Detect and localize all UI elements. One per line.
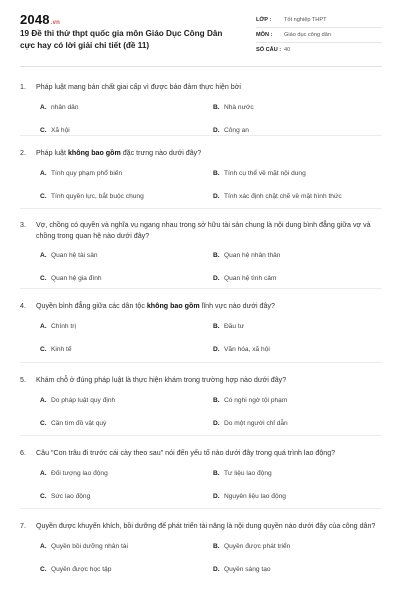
answer-options xyxy=(40,397,382,437)
answer-option[interactable] xyxy=(40,170,122,177)
answer-option[interactable] xyxy=(40,323,76,330)
question-prompt-text: Vợ, chồng có quyền và nghĩa vụ ngang nhau trong sở hữu tài sản chung là nội dung bình đẳng giữa vợ và chồng trong quan hệ nào dưới đây? xyxy=(36,221,371,240)
answer-option[interactable] xyxy=(213,543,290,550)
question-item xyxy=(20,301,382,363)
info-value: Tốt nghiệp THPT xyxy=(284,17,327,23)
question-prompt-text: Pháp luật mang bản chất giai cấp vì được bảo đảm thực hiện bởi xyxy=(36,83,241,91)
option-text: Tính xác định chặt chẽ về mặt hình thức xyxy=(224,192,342,200)
option-letter: B. xyxy=(213,396,220,404)
option-text: Quan hệ tài sản xyxy=(51,252,98,259)
option-letter: A. xyxy=(40,469,47,477)
question-text xyxy=(20,448,382,459)
answer-option[interactable] xyxy=(213,127,249,134)
answer-option[interactable] xyxy=(213,470,272,477)
option-letter: D. xyxy=(213,275,220,282)
question-divider xyxy=(20,135,382,136)
question-prompt xyxy=(36,448,382,459)
answer-option[interactable] xyxy=(40,346,72,353)
option-letter: D. xyxy=(213,345,220,353)
info-label: LỚP : xyxy=(256,17,272,23)
option-letter: C. xyxy=(40,345,47,353)
info-value: 40 xyxy=(284,47,291,53)
option-text: nhân dân xyxy=(51,103,79,111)
info-row-subject xyxy=(256,28,382,43)
question-number: 7. xyxy=(20,522,26,530)
option-letter: C. xyxy=(40,419,47,427)
option-letter: C. xyxy=(40,126,47,134)
answer-option[interactable] xyxy=(213,420,288,427)
option-letter: B. xyxy=(213,542,220,550)
answer-option[interactable] xyxy=(213,323,244,330)
option-text: Kinh tế xyxy=(51,345,72,353)
question-item xyxy=(20,448,382,510)
answer-option[interactable] xyxy=(213,170,306,177)
answer-option[interactable] xyxy=(213,397,287,404)
question-text xyxy=(20,375,382,386)
option-letter: B. xyxy=(213,103,220,111)
question-prompt-text: đặc trưng nào dưới đây? xyxy=(120,149,202,157)
logo-text: 2048 xyxy=(20,12,50,27)
question-divider xyxy=(20,208,382,209)
question-divider xyxy=(20,508,382,509)
option-letter: D. xyxy=(213,192,220,200)
header xyxy=(0,0,400,64)
option-text: Nguyên liệu lao động xyxy=(224,492,286,500)
question-prompt xyxy=(36,521,382,532)
option-text: Quan hệ tình cảm xyxy=(224,275,277,282)
question-emphasis: không bao gồm xyxy=(67,149,121,157)
option-letter: D. xyxy=(213,492,220,500)
option-text: Đối tượng lao động xyxy=(51,469,108,477)
answer-option[interactable] xyxy=(40,566,111,573)
answer-option[interactable] xyxy=(213,252,280,259)
option-letter: B. xyxy=(213,252,220,259)
question-item xyxy=(20,148,382,210)
answer-option[interactable] xyxy=(40,252,98,259)
question-prompt xyxy=(36,82,382,93)
answer-option[interactable] xyxy=(213,493,286,500)
exam-title: 19 Đề thi thử thpt quốc gia môn Giáo Dục Công Dân cực hay có lời giải chi tiết (đề 11) xyxy=(20,29,223,50)
site-logo[interactable] xyxy=(20,12,60,27)
answer-option[interactable] xyxy=(40,127,70,134)
header-divider xyxy=(20,66,382,67)
option-letter: B. xyxy=(213,169,220,177)
option-letter: A. xyxy=(40,322,47,330)
option-letter: B. xyxy=(213,322,220,330)
info-value: Giáo dục công dân xyxy=(284,32,331,38)
question-divider xyxy=(20,362,382,363)
option-text: Tính cụ thể về mặt nội dung xyxy=(224,169,306,177)
question-emphasis: không bao gồm xyxy=(146,302,200,310)
info-row-question-count xyxy=(256,43,382,57)
answer-option[interactable] xyxy=(40,397,115,404)
question-number: 5. xyxy=(20,376,26,384)
option-text: Cần tìm đồ vật quý xyxy=(51,419,107,427)
option-text: Quan hệ nhân thân xyxy=(224,252,281,259)
option-text: Đầu tư xyxy=(224,322,245,330)
answer-option[interactable] xyxy=(40,193,144,200)
answer-option[interactable] xyxy=(40,543,128,550)
answer-option[interactable] xyxy=(40,420,106,427)
info-row-grade xyxy=(256,13,382,28)
question-item xyxy=(20,220,382,292)
option-letter: A. xyxy=(40,396,47,404)
question-text xyxy=(20,82,382,93)
option-letter: A. xyxy=(40,542,47,550)
question-prompt-text: Quyền bình đẳng giữa các dân tộc xyxy=(36,302,147,310)
option-letter: A. xyxy=(40,169,47,177)
option-text: Sức lao động xyxy=(51,492,91,500)
question-text xyxy=(20,220,382,241)
question-prompt-text: Khám chỗ ở đúng pháp luật là thực hiện khám trong trường hợp nào dưới đây? xyxy=(36,376,287,384)
option-text: Nhà nước xyxy=(224,103,254,111)
logo-domain: .vn xyxy=(50,20,61,26)
question-number: 4. xyxy=(20,302,26,310)
answer-option[interactable] xyxy=(40,104,79,111)
question-text xyxy=(20,521,382,532)
option-letter: C. xyxy=(40,275,47,282)
option-letter: B. xyxy=(213,469,220,477)
option-text: Có nghi ngờ tội phạm xyxy=(224,396,288,404)
exam-info-box xyxy=(256,13,382,57)
answer-option[interactable] xyxy=(213,104,254,111)
question-number: 2. xyxy=(20,149,26,157)
option-text: Tính quy phạm phổ biến xyxy=(51,169,123,177)
option-letter: A. xyxy=(40,252,47,259)
option-letter: D. xyxy=(213,419,220,427)
option-text: Tư liệu lao động xyxy=(224,469,272,477)
option-letter: D. xyxy=(213,126,220,134)
question-text xyxy=(20,301,382,312)
question-item xyxy=(20,375,382,437)
answer-options xyxy=(40,252,382,292)
answer-option[interactable] xyxy=(213,566,271,573)
answer-options xyxy=(40,323,382,363)
answer-option[interactable] xyxy=(40,470,108,477)
option-letter: A. xyxy=(40,103,47,111)
question-text xyxy=(20,148,382,159)
option-text: Tính quyền lực, bắt buộc chung xyxy=(51,192,144,200)
question-divider xyxy=(20,435,382,436)
option-letter: C. xyxy=(40,492,47,500)
answer-option[interactable] xyxy=(40,275,102,282)
option-text: Quyền được học tập xyxy=(51,565,112,573)
question-number: 1. xyxy=(20,83,26,91)
option-text: Công an xyxy=(224,126,249,134)
option-text: Do một người chỉ dẫn xyxy=(224,419,288,427)
question-prompt xyxy=(36,148,382,159)
option-text: Do pháp luật quy định xyxy=(51,396,116,404)
option-letter: D. xyxy=(213,565,220,573)
option-text: Văn hóa, xã hội xyxy=(224,345,270,353)
question-prompt xyxy=(36,301,382,312)
option-text: Quyền bồi dưỡng nhân tài xyxy=(51,542,128,550)
answer-option[interactable] xyxy=(40,493,90,500)
question-divider xyxy=(20,288,382,289)
option-text: Quan hệ gia đình xyxy=(51,275,102,282)
answer-options xyxy=(40,543,382,583)
info-label: SỐ CÂU : xyxy=(256,47,282,53)
question-prompt xyxy=(36,220,382,241)
question-prompt-text: Pháp luật xyxy=(36,149,68,157)
answer-option[interactable] xyxy=(213,346,270,353)
option-text: Chính trị xyxy=(51,322,76,330)
option-text: Quyền được phát triển xyxy=(224,542,291,550)
option-text: Xã hội xyxy=(51,126,70,134)
option-letter: C. xyxy=(40,565,47,573)
question-prompt-text: Câu "Con trâu đi trước cái cày theo sau" nói đến yếu tố nào dưới đây trong quá trình lao động? xyxy=(36,449,336,457)
question-item xyxy=(20,521,382,583)
option-letter: C. xyxy=(40,192,47,200)
answer-option[interactable] xyxy=(213,193,342,200)
option-text: Quyền sáng tạo xyxy=(224,565,271,573)
question-number: 3. xyxy=(20,221,26,229)
question-prompt xyxy=(36,375,382,386)
answer-options xyxy=(40,104,382,144)
question-prompt-text: lĩnh vực nào dưới đây? xyxy=(199,302,275,310)
answer-option[interactable] xyxy=(213,275,276,282)
info-label: MÔN : xyxy=(256,32,273,38)
answer-options xyxy=(40,470,382,510)
question-prompt-text: Quyền được khuyến khích, bồi dưỡng để phát triển tài năng là nội dung quyền nào dưới đây của công dân? xyxy=(36,522,376,530)
answer-options xyxy=(40,170,382,210)
question-number: 6. xyxy=(20,449,26,457)
